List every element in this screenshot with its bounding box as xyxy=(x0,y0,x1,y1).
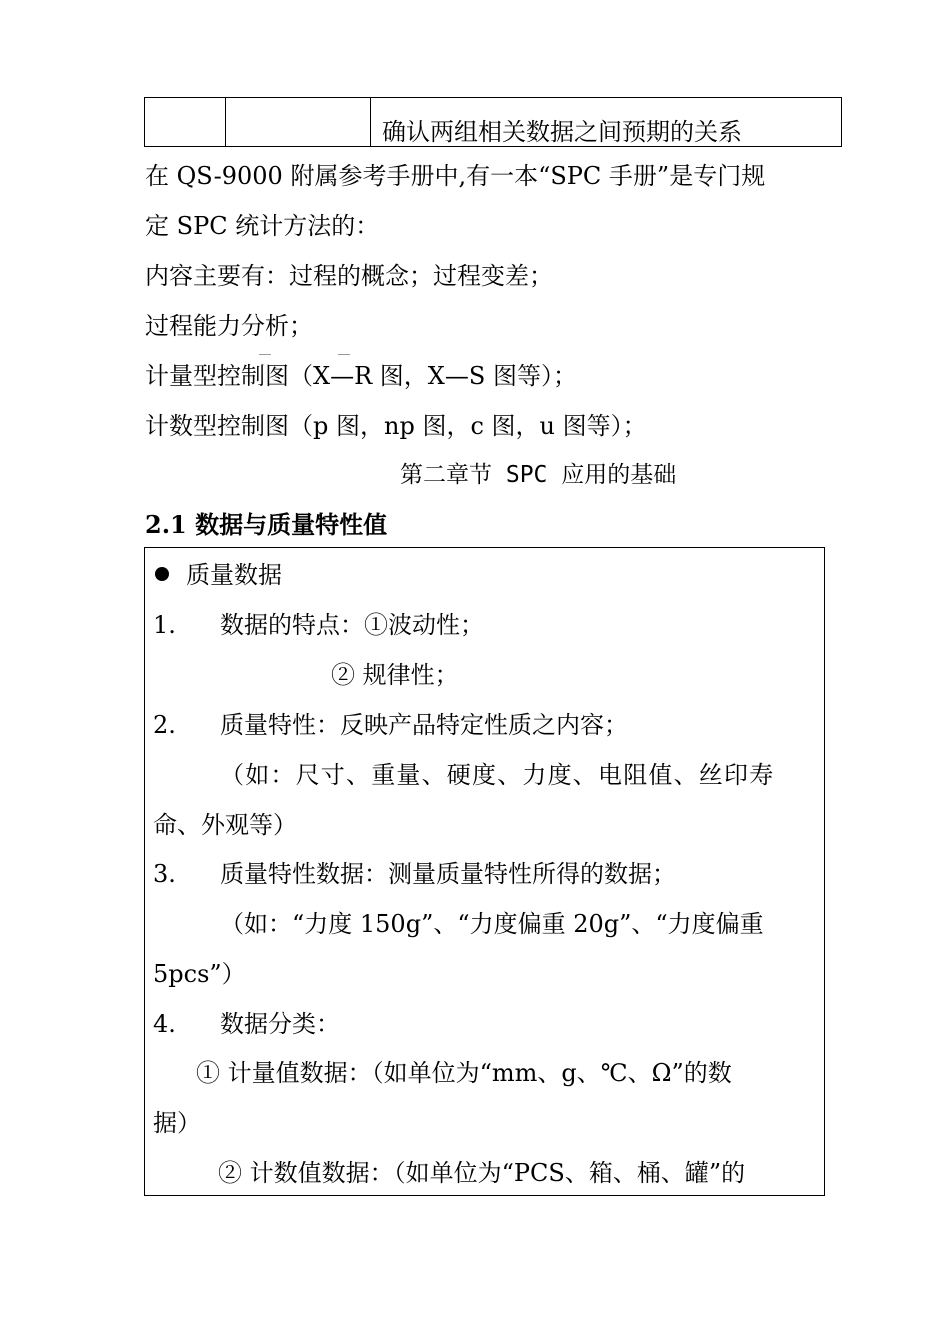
table-cell-3 xyxy=(371,98,841,146)
bullet-title: 质量数据 xyxy=(186,561,282,589)
item-4-sub-1-line-1: ① 计量值数据：（如单位为“mm、g、℃、Ω”的数 xyxy=(196,1059,732,1087)
bullet-icon xyxy=(155,567,169,581)
item-3-text: 质量特性数据：测量质量特性所得的数据； xyxy=(220,860,676,888)
item-4-sub-2-line-1: ② 计数值数据：（如单位为“PCS、箱、桶、罐”的 xyxy=(218,1159,746,1187)
paragraph-1-line-1: 在 QS-9000 附属参考手册中,有一本“SPC 手册”是专门规 xyxy=(145,162,766,190)
item-2-sub-line-2: 命、外观等） xyxy=(153,811,297,839)
top-table xyxy=(144,97,842,147)
item-1-number: 1. xyxy=(153,611,176,639)
table-cell-1 xyxy=(145,98,226,146)
table-cell-2 xyxy=(226,98,371,146)
item-2-number: 2. xyxy=(153,711,176,739)
section-heading: 2.1 数据与质量特性值 xyxy=(145,510,388,539)
paragraph-1-line-2: 定 SPC 统计方法的： xyxy=(145,212,380,240)
item-4-sub-1-line-2: 据） xyxy=(153,1109,201,1137)
chapter-heading: 第二章节 SPC 应用的基础 xyxy=(400,462,677,488)
paragraph-3: 过程能力分析； xyxy=(145,312,313,340)
item-2-text: 质量特性：反映产品特定性质之内容； xyxy=(220,711,628,739)
x-bar-mark-1 xyxy=(259,354,271,355)
paragraph-4: 计量型控制图（X—R 图，X—S 图等）； xyxy=(145,362,577,390)
paragraph-5: 计数型控制图（p 图，np 图，c 图，u 图等）； xyxy=(145,412,647,440)
item-3-sub-line-1: （如：“力度 150g”、“力度偏重 20g”、“力度偏重 xyxy=(220,910,764,938)
item-1-sub: ② 规律性； xyxy=(331,661,459,689)
item-3-sub-line-2: 5pcs”） xyxy=(153,960,246,988)
item-1-text: 数据的特点：①波动性； xyxy=(220,611,484,639)
item-4-number: 4. xyxy=(153,1010,176,1038)
table-cell-3-text: 确认两组相关数据之间预期的关系 xyxy=(382,118,742,146)
item-3-number: 3. xyxy=(153,860,176,888)
paragraph-2: 内容主要有：过程的概念；过程变差； xyxy=(145,262,553,290)
item-4-text: 数据分类： xyxy=(220,1010,340,1038)
item-2-sub-line-1: （如：尺寸、重量、硬度、力度、电阻值、丝印寿 xyxy=(220,761,775,789)
x-bar-mark-2 xyxy=(338,354,350,355)
